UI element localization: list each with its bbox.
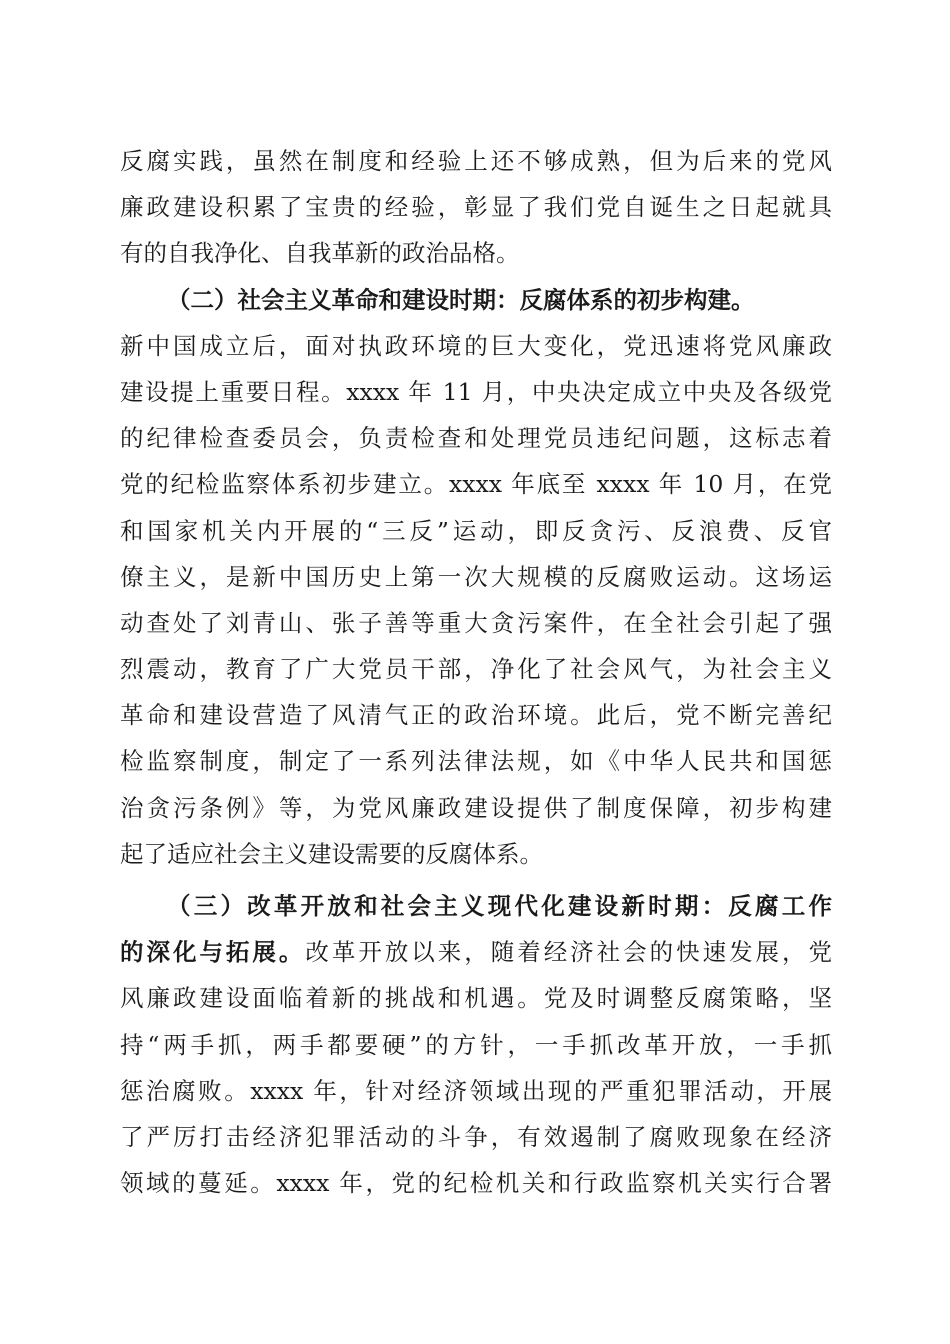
text-line: 僚主义，是新中国历史上第一次大规模的反腐败运动。这场运: [120, 562, 832, 591]
section-heading-3-continued: 的深化与拓展。: [120, 938, 306, 967]
paragraph-2: [120, 277, 832, 877]
text-line: 了严厉打击经济犯罪活动的斗争，有效遏制了腐败现象在经济: [120, 1122, 832, 1151]
text-line: 烈震动，教育了广大党员干部，净化了社会风气，为社会主义: [120, 655, 832, 684]
text-line: 治贪污条例》等，为党风廉政建设提供了制度保障，初步构建: [120, 793, 832, 822]
text-line: 和国家机关内开展的“三反”运动，即反贪污、反浪费、反官: [120, 516, 832, 545]
text-line: 新中国成立后，面对执政环境的巨大变化，党迅速将党风廉政: [120, 331, 832, 360]
paragraph-1: [120, 138, 832, 277]
text-line: [120, 929, 832, 975]
text-line: 的纪律检查委员会，负责检查和处理党员违纪问题，这标志着: [120, 424, 832, 453]
text-line: 惩治腐败。xxxx 年，针对经济领域出现的严重犯罪活动，开展: [120, 1076, 832, 1105]
document-body: [120, 138, 832, 1206]
text-line: 革命和建设营造了风清气正的政治环境。此后，党不断完善纪: [120, 701, 832, 730]
text-line: 持“两手抓，两手都要硬”的方针，一手抓改革开放，一手抓: [120, 1030, 832, 1059]
text-span: 改革开放以来，随着经济社会的快速发展，党: [305, 938, 832, 967]
text-line: 动查处了刘青山、张子善等重大贪污案件，在全社会引起了强: [120, 608, 832, 637]
text-line: 廉政建设积累了宝贵的经验，彰显了我们党自诞生之日起就具: [120, 193, 832, 222]
text-line: 党的纪检监察体系初步建立。xxxx 年底至 xxxx 年 10 月，在党: [120, 470, 832, 499]
paragraph-3: [120, 883, 832, 1206]
section-heading-2: （二）社会主义革命和建设时期：反腐体系的初步构建。: [167, 285, 755, 314]
section-heading-3: （三）改革开放和社会主义现代化建设新时期：反腐工作: [167, 892, 832, 920]
text-line: 建设提上重要日程。xxxx 年 11 月，中央决定成立中央及各级党: [120, 377, 832, 406]
text-line: 起了适应社会主义建设需要的反腐体系。: [120, 839, 543, 868]
text-line: 反腐实践，虽然在制度和经验上还不够成熟，但为后来的党风: [120, 147, 832, 175]
text-line: 风廉政建设面临着新的挑战和机遇。党及时调整反腐策略，坚: [120, 984, 832, 1013]
text-line: 有的自我净化、自我革新的政治品格。: [120, 239, 520, 268]
text-line: 检监察制度，制定了一系列法律法规，如《中华人民共和国惩: [120, 747, 832, 776]
text-line: 领域的蔓延。xxxx 年，党的纪检机关和行政监察机关实行合署: [120, 1169, 832, 1198]
